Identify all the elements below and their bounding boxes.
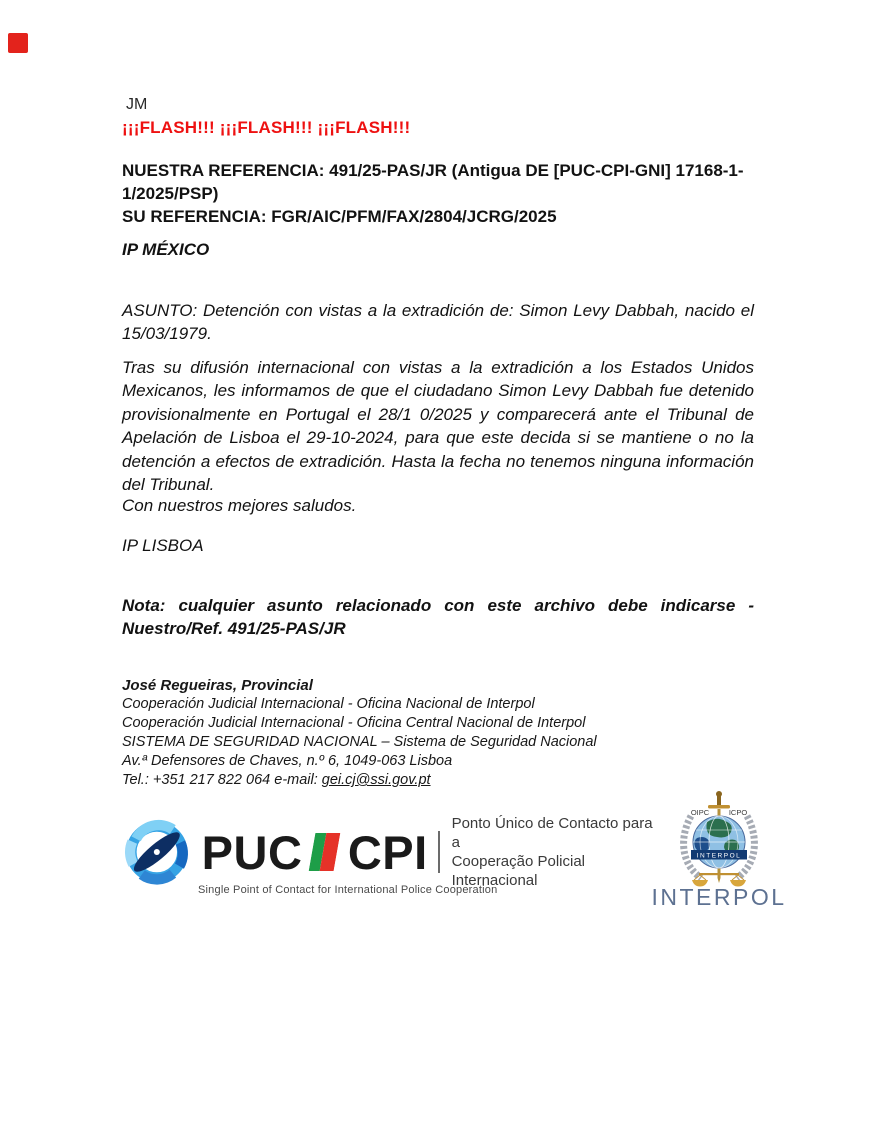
puc-tagline-en: Single Point of Contact for International Police Cooperation xyxy=(198,884,498,896)
subject-paragraph: ASUNTO: Detención con vistas a la extradición de: Simon Levy Dabbah, nacido el 15/03/1979. xyxy=(122,301,754,343)
flash-line: ¡¡¡FLASH!!! ¡¡¡FLASH!!! ¡¡¡FLASH!!! xyxy=(122,118,411,137)
email-link[interactable]: gei.cj@ssi.gov.pt xyxy=(321,772,431,788)
signature-line: SISTEMA DE SEGURIDAD NACIONAL – Sistema de Seguridad Nacional xyxy=(122,734,597,750)
reference-block xyxy=(122,159,754,228)
puc-tagline-pt-line2: Cooperação Policial Internacional xyxy=(451,853,585,889)
signature-name: José Regueiras, Provincial xyxy=(122,677,313,694)
note-paragraph: Nota: cualquier asunto relacionado con este archivo debe indicarse - Nuestro/Ref. 491/25-PAS/JR xyxy=(122,596,754,639)
closing-line: Con nuestros mejores saludos. xyxy=(122,496,357,515)
annotator-initials: JM xyxy=(126,96,148,113)
ribbon-text-left: OIPC xyxy=(690,808,710,817)
puc-tagline-pt xyxy=(452,814,662,890)
portugal-flag-icon xyxy=(309,833,341,871)
logo-divider xyxy=(438,831,440,873)
globe-icon xyxy=(693,816,745,868)
interpol-emblem-icon xyxy=(667,790,771,892)
signature-block xyxy=(122,676,597,790)
puc-tagline-pt-line1: Ponto Único de Contacto para a xyxy=(451,815,653,851)
signature-line: Av.ª Defensores de Chaves, n.º 6, 1049-063 Lisboa xyxy=(122,753,453,769)
interpol-logo xyxy=(648,790,790,911)
your-reference: SU REFERENCIA: FGR/AIC/PFM/FAX/2804/JCRG/2025 xyxy=(122,207,557,226)
puc-cpi-logo xyxy=(122,812,662,904)
banner xyxy=(691,850,747,860)
ribbon-text-right: ICPO xyxy=(728,808,748,817)
banner-text: INTERPOL xyxy=(696,852,742,860)
puc-wordmark-right: CPI xyxy=(347,825,428,879)
signature-line: Cooperación Judicial Internacional - Oficina Central Nacional de Interpol xyxy=(122,715,586,731)
our-reference: NUESTRA REFERENCIA: 491/25-PAS/JR (Antigua DE [PUC-CPI-GNI] 17168-1-1/2025/PSP) xyxy=(122,161,744,203)
sender-line: IP LISBOA xyxy=(122,536,204,555)
phone-email-prefix: Tel.: +351 217 822 064 e-mail: xyxy=(122,772,322,788)
recipient-line: IP MÉXICO xyxy=(122,240,210,259)
interpol-wordmark: INTERPOL xyxy=(651,884,787,910)
body-paragraph: Tras su difusión internacional con vistas a la extradición a los Estados Unidos Mexicanos, les informamos de que el ciudadano Simon Levy Dabbah fue detenido provisionalmente en Portugal el 28/1 0/2025 y comparecerá ante el Tribunal de Apelación de Lisboa el 29-10-2024, para que este decida si se mantiene o no la detención a efectos de extradición. Hasta la fecha no tenemos ninguna información del Tribunal. xyxy=(122,358,754,495)
contact-line xyxy=(122,771,597,790)
puc-emblem-icon xyxy=(122,812,192,892)
red-annotation-marker xyxy=(8,33,28,53)
puc-wordmark-left: PUC xyxy=(201,825,303,879)
signature-line: Cooperación Judicial Internacional - Oficina Nacional de Interpol xyxy=(122,696,535,712)
